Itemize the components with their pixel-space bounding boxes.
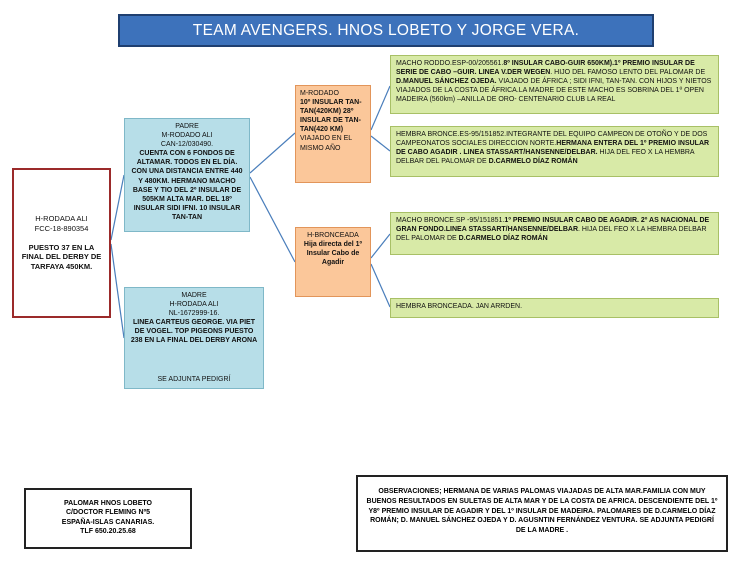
grandmother-name: H-BRONCEADA xyxy=(307,232,359,239)
paternal-grandmother-card xyxy=(295,227,371,297)
ggf1-ring: MACHO RODDO.ESP-00/205561. xyxy=(396,60,504,67)
owner-loft-name: PALOMAR HNOS LOBETO xyxy=(63,500,153,507)
observations-box: OBSERVACIONES; HERMANA DE VARIAS PALOMAS VIAJADAS DE ALTA MAR.FAMILIA CON MUY BUENOS RESULTADOS EN SULETAS DE ALTA MAR Y DE LA COSTA DE AFRICA. DESCENDIENTE DEL 1º Y8º PREMIO INSULAR DE AGADIR Y DEL 1º INSULAR DE MADEIRA. PALOMARES DE D.CARMELO DÍAZ ROMÁN; D. MANUEL SÁNCHEZ OJEDA Y D. AGUSNTIN FERNÁNDEZ VENTURA. SE ADJUNTA PEDIGRÍ DE LA MADRE . xyxy=(356,475,728,552)
ggf3-breeder: D.CARMELO DÍAZ ROMÁN xyxy=(458,235,548,243)
owner-contact-box xyxy=(24,488,192,549)
connector-bird-father xyxy=(111,175,124,240)
great-grandparent-card-2 xyxy=(390,126,719,177)
ggf1-details: VIAJADO DE ÁFRICA ; SIDI IFNI, TAN-TAN. CON HIJOS Y NIETOS VIAJADOS DE LA COSTA DE ÁFRICA.LA MADRE DE ESTE MACHO ES SOBRINA DEL 1º OPEN MADEIRA (560km) –ANILLA DE ORO- CENTENARIO CLUB LA REAL xyxy=(396,78,712,104)
grandfather-note: VIAJADO EN EL MISMO AÑO xyxy=(300,135,352,152)
mother-label: MADRE xyxy=(181,292,207,299)
ggf2-results: HERMANA ENTERA DEL 1º PREMIO INSULAR DE CABO AGADIR . LINEA STASSART/HANSENNE/DELBAR. xyxy=(396,140,710,157)
father-name: M-RODADO ALI xyxy=(161,132,213,140)
bird-name: H-RODADA ALI xyxy=(35,214,88,223)
ggf3-lineage: . HIJA DEL FEO X LA HEMBRA DELBAR DEL PALOMAR DE xyxy=(396,226,707,243)
connector-grandfather-g1 xyxy=(371,86,390,130)
owner-address: C/DOCTOR FLEMING Nº5 xyxy=(65,509,151,517)
father-label: PADRE xyxy=(175,123,199,130)
bird-result: PUESTO 37 EN LA FINAL DEL DERBY DE TARFAYA 450KM. xyxy=(21,242,102,271)
great-grandparent-card-3 xyxy=(390,212,719,255)
ggf4-text: HEMBRA BRONCEADA. JAN ARRDEN. xyxy=(396,303,523,310)
grandmother-results: Hija directa del 1º Insular Cabo de Agadir xyxy=(303,241,363,267)
great-grandparent-card-4 xyxy=(390,298,719,318)
ggf1-lineage: . HIJO DEL FAMOSO LENTO DEL PALOMAR DE xyxy=(550,69,706,77)
great-grandparent-card-1 xyxy=(390,55,719,114)
ggf2-breeder: D.CARMELO DÍAZ ROMÁN xyxy=(488,158,578,166)
connector-grandmother-g3 xyxy=(371,234,390,258)
mother-pedigree-note: SE ADJUNTA PEDIGRÍ xyxy=(157,375,231,383)
subject-bird-card xyxy=(12,168,111,318)
grandfather-results: 10º INSULAR TAN-TAN(420KM) 28º INSULAR DE TAN-TAN(420 KM) xyxy=(300,99,362,134)
mother-text: LINEA CARTEUS GEORGE. VIA PIET DE VOGEL. TOP PIGEONS PUESTO 238 EN LA FINAL DEL DERBY ARONA xyxy=(130,319,258,345)
owner-region: ESPAÑA-ISLAS CANARIAS. xyxy=(61,518,155,526)
ggf1-breeder: D.MANUEL SÁNCHEZ OJEDA. xyxy=(396,78,497,86)
connector-grandmother-g4 xyxy=(371,264,390,307)
ggf3-ring: MACHO BRONCE.SP -95/151851. xyxy=(396,217,505,224)
grandfather-name: M-RODADO xyxy=(300,90,339,97)
connector-grandfather-g2 xyxy=(371,136,390,151)
father-card xyxy=(124,118,250,232)
mother-card xyxy=(124,287,264,389)
ggf2-ring: HEMBRA BRONCE.ES-95/151852.INTEGRANTE DEL EQUIPO CAMPEON DE OTOÑO Y DE DOS CAMPEONATOS SOCIALES DIRECCION NORTE. xyxy=(396,131,708,148)
page-title: TEAM AVENGERS. HNOS LOBETO Y JORGE VERA. xyxy=(118,14,654,47)
connector-father-grandfather xyxy=(250,133,295,173)
connector-father-grandmother xyxy=(250,177,295,262)
ggf1-results: 8º INSULAR CABO-GUIR 650KM).1º PREMIO INSULAR DE SERIE DE CABO –GUIR. LINEA V.DER WEGEN xyxy=(396,60,695,77)
mother-ring: NL-1672999-16. xyxy=(168,310,220,318)
ggf3-results: 1º PREMIO INSULAR CABO DE AGADIR. 2º AS NACIONAL DE GRAN FONDO.LINEA STASSART/HANSENNE/DELBAR xyxy=(396,217,710,234)
bird-ring: FCC-18-890354 xyxy=(34,223,89,233)
ggf2-lineage: HIJA DEL FEO X LA HEMBRA DELBAR DEL PALOMAR DE xyxy=(396,149,695,166)
owner-phone: TLF 650.20.25.68 xyxy=(80,528,136,536)
paternal-grandfather-card xyxy=(295,85,371,183)
father-ring: CAN-12/030490. xyxy=(160,141,214,149)
father-text: CUENTA CON 6 FONDOS DE ALTAMAR. TODOS EN EL DÍA. CON UNA DISTANCIA ENTRE 440 Y 480KM. HERMANO MACHO BASE Y TIO DEL 2º INSULAR DE 505KM ALTA MAR. DEL 18º INSULAR SIDI IFNI. 10 INSULAR TAN-TAN xyxy=(131,150,243,221)
mother-name: H-RODADA ALI xyxy=(169,301,219,309)
connector-bird-mother xyxy=(111,244,124,338)
